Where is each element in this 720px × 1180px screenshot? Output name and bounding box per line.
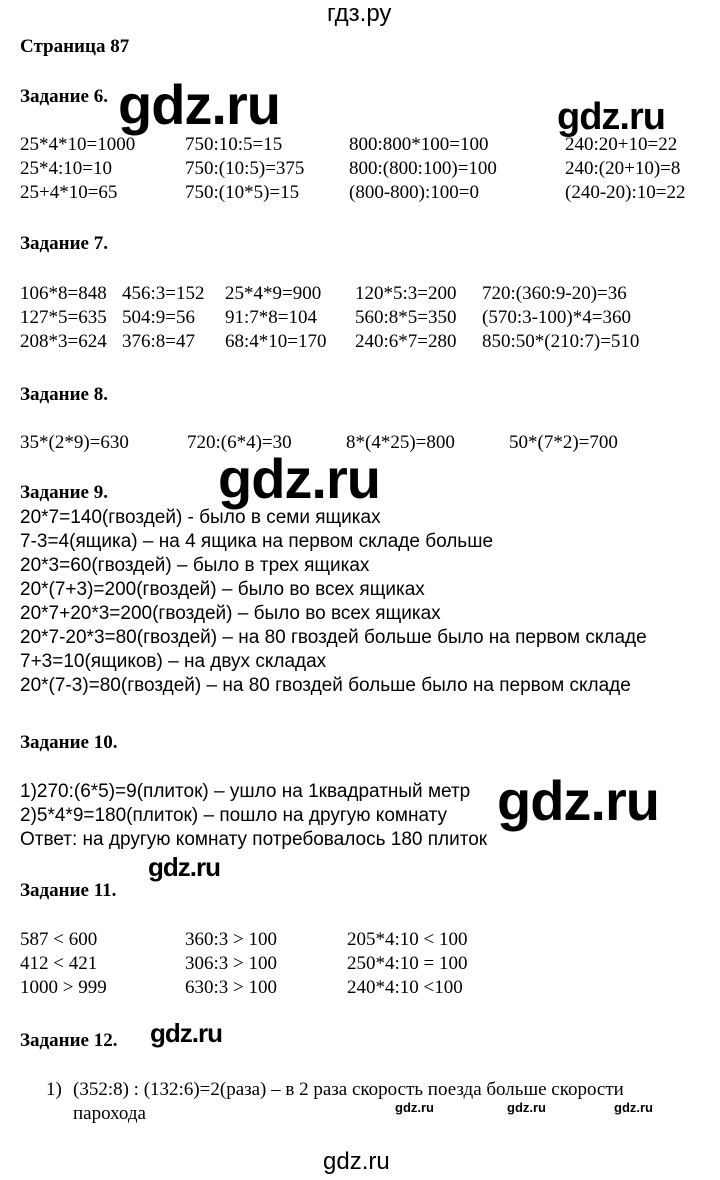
task11-cell: 587 < 600 <box>20 929 98 950</box>
watermark: gdz.ru <box>118 73 280 136</box>
task6-title: Задание 6. <box>20 86 108 107</box>
watermark: gdz.ru <box>614 1100 653 1115</box>
task10-line: 1)270:(6*5)=9(плиток) – ушло на 1квадратный метр <box>20 781 471 802</box>
task9-line: 20*(7+3)=200(гвоздей) – было во всех ящиках <box>20 579 425 600</box>
task7-cell: 68:4*10=170 <box>225 331 327 352</box>
task9-title: Задание 9. <box>20 482 108 503</box>
task6-cell: 25*4:10=10 <box>20 158 112 179</box>
task6-cell: 240:(20+10)=8 <box>565 158 681 179</box>
task6-cell: 800:(800:100)=100 <box>349 158 497 179</box>
task7-cell: 208*3=624 <box>20 331 107 352</box>
task6-cell: 25+4*10=65 <box>20 182 118 203</box>
task6-cell: 25*4*10=1000 <box>20 134 136 155</box>
watermark: gdz.ru <box>395 1100 434 1115</box>
task8-item: 35*(2*9)=630 <box>20 432 129 453</box>
task7-cell: 120*5:3=200 <box>355 283 457 304</box>
task11-cell: 240*4:10 <100 <box>347 977 463 998</box>
task11-cell: 412 < 421 <box>20 953 98 974</box>
task10-answer: Ответ: на другую комнату потребовалось 180 плиток <box>20 829 488 850</box>
task9-line: 20*3=60(гвоздей) – было в трех ящиках <box>20 555 370 576</box>
watermark: gdz.ru <box>557 96 665 138</box>
watermark: gdz.ru <box>148 852 220 882</box>
task10-title: Задание 10. <box>20 732 118 753</box>
task6-cell: 750:10:5=15 <box>185 134 283 155</box>
task7-cell: 456:3=152 <box>122 283 205 304</box>
task9-line: 20*7-20*3=80(гвоздей) – на 80 гвоздей больше было на первом складе <box>20 627 647 648</box>
task8-title: Задание 8. <box>20 384 108 405</box>
task6-cell: (240-20):10=22 <box>565 182 686 203</box>
task9-line: 7+3=10(ящиков) – на двух складах <box>20 651 327 672</box>
task12-line: парохода <box>73 1103 146 1124</box>
task11-cell: 306:3 > 100 <box>185 953 277 974</box>
task9-line: 20*(7-3)=80(гвоздей) – на 80 гвоздей больше было на первом складе <box>20 675 631 696</box>
task7-cell: 127*5=635 <box>20 307 107 328</box>
task6-cell: (800-800):100=0 <box>349 182 479 203</box>
task6-cell: 240:20+10=22 <box>565 134 678 155</box>
task8-item: 720:(6*4)=30 <box>187 432 292 453</box>
task11-cell: 205*4:10 < 100 <box>347 929 468 950</box>
page-footer: gdz.ru <box>323 1148 390 1175</box>
task9-line: 7-3=4(ящика) – на 4 ящика на первом складе больше <box>20 531 494 552</box>
task7-cell: 240:6*7=280 <box>355 331 457 352</box>
task7-title: Задание 7. <box>20 233 108 254</box>
task6-cell: 750:(10:5)=375 <box>185 158 305 179</box>
task12-line: (352:8) : (132:6)=2(раза) – в 2 раза скорость поезда больше скорости <box>73 1079 624 1100</box>
task12-item-number: 1) <box>46 1079 62 1100</box>
watermark: gdz.ru <box>218 447 380 510</box>
task11-cell: 360:3 > 100 <box>185 929 277 950</box>
task11-cell: 250*4:10 = 100 <box>347 953 468 974</box>
watermark: gdz.ru <box>497 769 659 832</box>
page-title: Страница 87 <box>20 36 130 57</box>
task12-title: Задание 12. <box>20 1030 118 1051</box>
task7-cell: (570:3-100)*4=360 <box>482 307 631 328</box>
task7-cell: 25*4*9=900 <box>225 283 322 304</box>
site-header: гдз.ру <box>327 0 392 27</box>
task11-title: Задание 11. <box>20 880 117 901</box>
task7-cell: 720:(360:9-20)=36 <box>482 283 627 304</box>
task7-cell: 91:7*8=104 <box>225 307 317 328</box>
task7-cell: 376:8=47 <box>122 331 195 352</box>
task7-cell: 504:9=56 <box>122 307 195 328</box>
watermark: gdz.ru <box>150 1018 222 1048</box>
task6-cell: 800:800*100=100 <box>349 134 489 155</box>
watermark: gdz.ru <box>507 1100 546 1115</box>
task6-cell: 750:(10*5)=15 <box>185 182 300 203</box>
task11-cell: 1000 > 999 <box>20 977 107 998</box>
task11-cell: 630:3 > 100 <box>185 977 277 998</box>
task9-line: 20*7+20*3=200(гвоздей) – было во всех ящиках <box>20 603 441 624</box>
task7-cell: 850:50*(210:7)=510 <box>482 331 640 352</box>
task7-cell: 560:8*5=350 <box>355 307 457 328</box>
task8-item: 8*(4*25)=800 <box>346 432 455 453</box>
task10-line: 2)5*4*9=180(плиток) – пошло на другую комнату <box>20 805 448 826</box>
task7-cell: 106*8=848 <box>20 283 107 304</box>
task9-line: 20*7=140(гвоздей) - было в семи ящиках <box>20 507 381 528</box>
task8-item: 50*(7*2)=700 <box>509 432 618 453</box>
